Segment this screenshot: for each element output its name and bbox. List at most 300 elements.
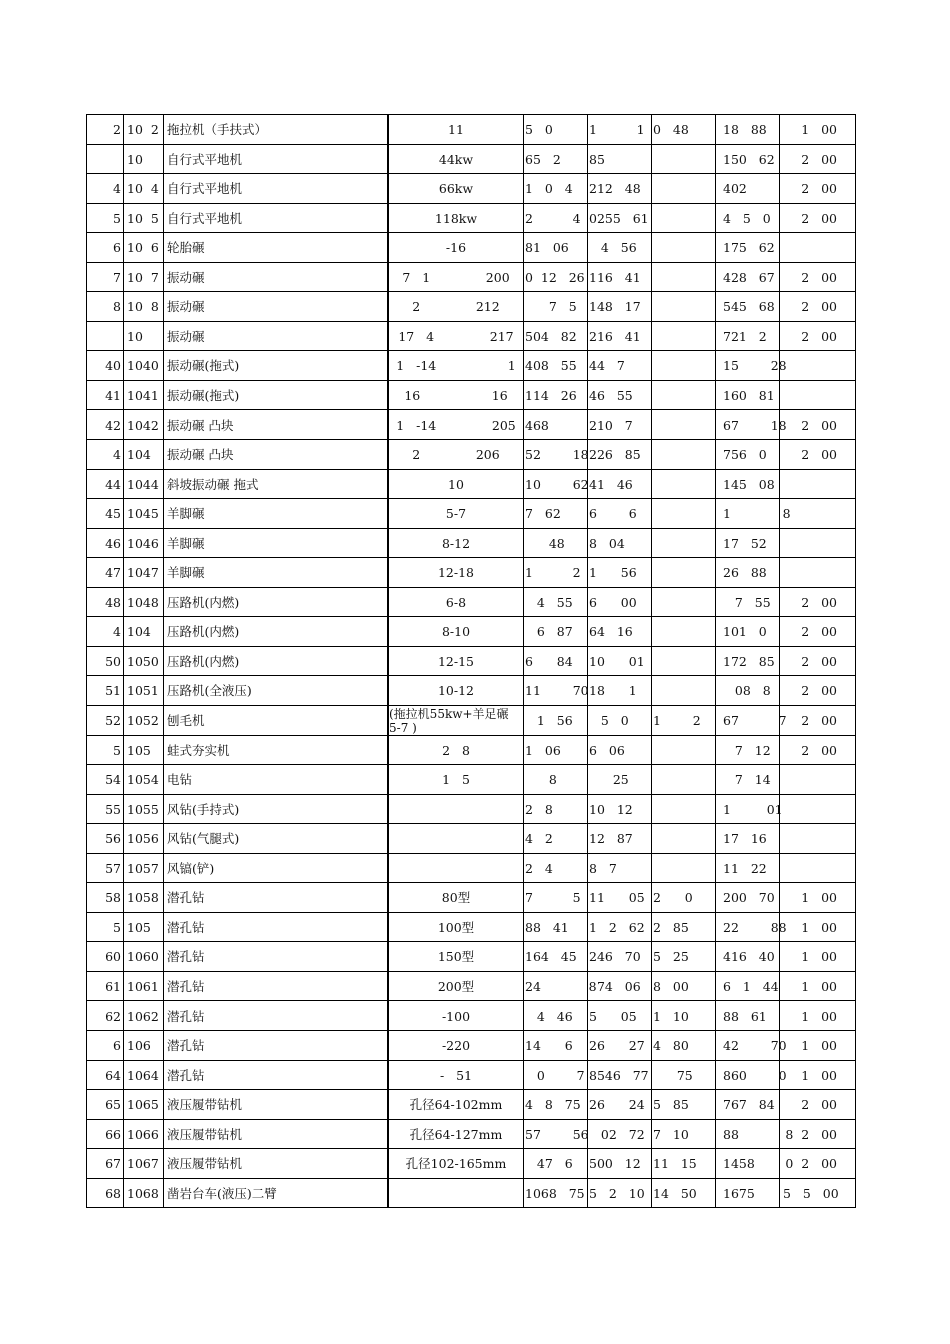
value-5-cell: 1 00 [801,978,837,994]
row-number-cell: 62 [105,1008,121,1024]
table-row [87,1120,855,1150]
value-2-cell: 64 16 [589,624,633,640]
value-3-cell: 14 50 [653,1185,697,1201]
value-4-cell: 402 [723,181,747,197]
value-2-cell: 85 [589,151,605,167]
value-1-cell: 8 [525,772,557,788]
value-1-cell: 504 82 [525,328,577,344]
value-5-cell: 1 00 [801,1008,837,1024]
value-3-cell [653,676,713,705]
value-3-cell [653,322,713,351]
value-2-cell: 212 48 [589,181,641,197]
machine-spec-cell: 5-7 [445,506,467,522]
value-2-cell: 0255 61 [589,210,649,226]
machine-spec-cell: -16 [445,240,467,256]
value-4-cell: 145 08 [723,476,775,492]
value-1-cell: 408 55 [525,358,577,374]
value-2-cell: 25 [589,772,629,788]
machine-name-cell: 潜孔钻 [167,1067,205,1083]
value-2-cell: 1 2 62 [589,919,645,935]
table-row [87,736,855,766]
value-1-cell: 48 [525,535,565,551]
machine-code-cell: 105 [127,919,151,935]
value-4-cell: 17 16 [723,831,767,847]
value-1-cell: 4 8 75 [525,1097,581,1113]
row-number-cell: 8 [113,299,121,315]
table-row [87,381,855,411]
value-2-cell: 4 56 [589,240,637,256]
value-3-cell [653,617,713,646]
value-5-cell: 2 00 [801,417,837,433]
value-1-cell: 0 7 [525,1067,585,1083]
value-3-cell [653,351,713,380]
machine-name-cell: 潜孔钻 [167,1038,205,1054]
table-row [87,233,855,263]
row-number-cell: 52 [105,713,121,728]
value-1-cell: 6 84 [525,653,573,669]
table-row [87,351,855,381]
value-3-cell [653,411,713,440]
table-row [87,440,855,470]
value-3-cell: 75 [653,1067,693,1083]
table-row [87,765,855,795]
table-row [87,647,855,677]
value-5-cell: 2 00 [801,151,837,167]
value-1-cell: 10 62 [525,476,589,492]
machine-spec-cell: 80型 [441,890,471,906]
value-3-cell: 2 85 [653,919,689,935]
value-4-cell: 15 28 [723,358,787,374]
machine-spec-cell: 1 -14 205 [396,417,516,433]
machine-spec-cell: 2 206 [412,447,500,463]
machine-spec-cell: - 51 [439,1067,473,1083]
value-4-cell: 1458 [723,1156,755,1172]
value-2-cell: 1 56 [589,565,637,581]
value-4-cell: 101 0 [723,624,767,640]
machine-name-cell: 振动碾 [167,269,205,285]
machine-code-cell: 1048 [127,594,159,610]
row-number-cell: 4 [113,181,121,197]
value-5-cell [783,499,855,528]
machine-code-cell: 1046 [127,535,159,551]
value-1-cell: 2 8 [525,801,553,817]
machine-name-cell: 风钻(手持式) [167,801,240,817]
table-row [87,470,855,500]
machine-name-cell: 电钻 [167,772,193,788]
machine-name-cell: 压路机(内燃) [167,653,240,669]
row-number-cell: 61 [105,978,121,994]
value-1-cell: 11 70 [525,683,589,699]
machine-code-cell: 1044 [127,476,159,492]
machine-code-cell: 10 5 [127,210,159,226]
value-4-cell: 200 70 [723,890,775,906]
row-number-cell: 68 [105,1185,121,1201]
machine-code-cell: 1066 [127,1126,159,1142]
machine-code-cell: 10 8 [127,299,159,315]
value-3-cell [653,381,713,410]
value-3-cell [653,795,713,824]
value-1-cell: 468 [525,417,549,433]
value-5-cell [783,233,855,262]
value-3-cell [653,145,713,174]
table-row [87,854,855,884]
value-3-cell: 8 00 [653,978,689,994]
value-4-cell: 160 81 [723,387,775,403]
value-2-cell: 26 27 [589,1038,645,1054]
row-number-cell: 46 [105,535,121,551]
value-3-cell [653,233,713,262]
table-row [87,617,855,647]
machine-name-cell: 刨毛机 [167,713,205,728]
table-row [87,676,855,706]
value-4-cell: 42 70 [723,1038,787,1054]
machine-spec-cell: 66kw [438,181,474,197]
table-row [87,883,855,913]
machine-spec-cell: 12-15 [437,653,475,669]
value-5-cell: 2 00 [801,683,837,699]
value-1-cell: 14 6 [525,1038,573,1054]
value-5-cell: 2 00 [801,713,837,728]
value-1-cell: 24 8 [525,978,597,994]
row-number-cell: 55 [105,801,121,817]
value-2-cell: 6 00 [589,594,637,610]
value-5-cell: 1 00 [801,919,837,935]
row-number-cell: 6 [113,1038,121,1054]
table-row [87,499,855,529]
value-3-cell: 1 10 [653,1008,689,1024]
value-1-cell: 164 45 [525,949,577,965]
value-5-cell [783,381,855,410]
row-number-cell [87,322,121,351]
value-5-cell: 2 00 [801,742,837,758]
value-3-cell: 4 80 [653,1038,689,1054]
value-4-cell: 88 [723,1126,739,1142]
row-number-cell: 5 [113,742,121,758]
machine-name-cell: 羊脚碾 [167,535,205,551]
value-2-cell: 10 12 [589,801,633,817]
value-3-cell [653,470,713,499]
value-3-cell: 0 48 [653,122,689,137]
machine-spec-cell: 150型 [437,949,475,965]
row-number-cell: 66 [105,1126,121,1142]
table-row [87,411,855,441]
value-3-cell: 1 2 [653,713,701,728]
machine-spec-cell: 11 [448,122,464,137]
value-5-cell [783,824,855,853]
value-2-cell: 116 41 [589,269,641,285]
value-1-cell: 2 4 [525,210,581,226]
table-row [87,115,855,145]
table-row [87,322,855,352]
machine-code-cell: 1041 [127,387,159,403]
machine-code-cell: 1057 [127,860,159,876]
row-number-cell: 41 [105,387,121,403]
table-row [87,1061,855,1091]
row-number-cell: 7 [113,269,121,285]
value-3-cell [653,558,713,587]
machine-name-cell: 斜坡振动碾 拖式 [167,476,259,492]
value-5-cell [783,854,855,883]
machine-code-cell: 1061 [127,978,159,994]
row-number-cell: 58 [105,890,121,906]
machine-code-cell: 10 7 [127,269,159,285]
value-4-cell: 4 5 0 [723,210,771,226]
value-3-cell [653,174,713,203]
value-1-cell: 65 2 [525,151,561,167]
row-number-cell: 6 [113,240,121,256]
machine-spec-cell [389,854,523,883]
value-1-cell: 6 87 [525,624,573,640]
value-1-cell: 88 41 [525,919,569,935]
table-row [87,1149,855,1179]
machine-code-cell: 10 2 [127,122,159,137]
value-5-cell: 8 2 00 [785,1126,837,1142]
row-number-cell: 44 [105,476,121,492]
machine-code-cell: 1040 [127,358,159,374]
machine-name-cell: 自行式平地机 [167,181,243,197]
value-4-cell: 08 8 [723,683,771,699]
value-4-cell: 67 18 [723,417,787,433]
machine-code-cell: 1062 [127,1008,159,1024]
machine-name-cell: 羊脚碾 [167,506,205,522]
machine-spec-cell: 8-12 [441,535,471,551]
machine-code-cell: 10 6 [127,240,159,256]
value-3-cell [653,736,713,765]
machine-code-cell: 1060 [127,949,159,965]
value-5-cell: 1 00 [801,1067,837,1083]
machine-name-cell: 液压履带钻机 [167,1126,243,1142]
value-4-cell: 7 14 [723,772,771,788]
machine-spec-cell: 100型 [437,919,475,935]
value-2-cell: 12 87 [589,831,633,847]
row-number-cell [87,145,121,174]
row-number-cell: 54 [105,772,121,788]
machine-spec-cell: -100 [441,1008,471,1024]
row-number-cell: 57 [105,860,121,876]
row-number-cell: 56 [105,831,121,847]
machine-code-cell: 1045 [127,506,159,522]
value-3-cell [653,824,713,853]
value-3-cell: 5 85 [653,1097,689,1113]
value-3-cell [653,499,713,528]
value-5-cell: 2 00 [801,653,837,669]
value-4-cell: 17 52 [723,535,767,551]
value-5-cell: 1 00 [801,949,837,965]
machine-spec-cell: 孔径102-165mm [405,1156,507,1172]
value-3-cell: 7 10 [653,1126,689,1142]
value-3-cell [653,292,713,321]
machine-name-cell: 潜孔钻 [167,1008,205,1024]
value-5-cell: 2 00 [801,181,837,197]
machine-code-cell: 1064 [127,1067,159,1083]
table-row [87,1090,855,1120]
row-number-cell: 67 [105,1156,121,1172]
table-row [87,263,855,293]
row-number-cell: 42 [105,417,121,433]
value-3-cell [653,588,713,617]
machine-name-cell: 潜孔钻 [167,890,205,906]
machine-spec-cell: 1 5 [442,772,470,788]
value-5-cell: 0 2 00 [785,1156,837,1172]
row-number-cell: 64 [105,1067,121,1083]
value-1-cell: 2 4 [525,860,553,876]
machine-name-cell: 风钻(气腿式) [167,831,240,847]
value-1-cell: 1 56 [525,713,573,728]
row-number-cell: 5 [113,210,121,226]
value-2-cell: 1 1 [589,122,645,137]
table-row [87,706,855,736]
machine-code-cell: 1052 [127,713,159,728]
machine-name-cell: 压路机(全液压) [167,683,252,699]
value-1-cell: 5 0 [525,122,553,137]
machine-spec-cell: 10-12 [437,683,475,699]
table-row [87,558,855,588]
value-3-cell [653,529,713,558]
value-2-cell: 246 70 [589,949,641,965]
machine-name-cell: 轮胎碾 [167,240,205,256]
value-3-cell [653,854,713,883]
machine-spec-cell: 118kw [434,210,478,226]
value-1-cell: 114 26 [525,387,577,403]
row-number-cell: 51 [105,683,121,699]
value-1-cell: 7 5 [525,299,577,315]
value-2-cell: 8 7 [589,860,617,876]
machine-code-cell: 1047 [127,565,159,581]
machine-name-cell: 振动碾 凸块 [167,447,234,463]
row-number-cell: 50 [105,653,121,669]
machine-code-cell: 1055 [127,801,159,817]
value-2-cell: 18 1 [589,683,637,699]
value-4-cell: 150 62 [723,151,775,167]
table-row [87,1179,855,1209]
value-2-cell: 46 55 [589,387,633,403]
value-5-cell: 2 00 [801,624,837,640]
value-2-cell: 26 24 [589,1097,645,1113]
value-4-cell: 1675 [723,1185,755,1201]
value-1-cell: 52 18 [525,447,589,463]
value-4-cell: 860 0 [723,1067,787,1083]
value-4-cell: 18 88 [723,122,767,137]
value-4-cell: 428 67 [723,269,775,285]
machine-spec-cell: 1 -14 1 [396,358,516,374]
value-5-cell: 1 00 [801,1038,837,1054]
value-2-cell: 148 17 [589,299,641,315]
machine-name-cell: 羊脚碾 [167,565,205,581]
machine-spec-cell: 孔径64-127mm [409,1126,503,1142]
value-5-cell: 2 00 [801,299,837,315]
machine-spec-cell: 6-8 [445,594,467,610]
machine-name-cell: 蛙式夯实机 [167,742,230,758]
value-1-cell: 1 2 [525,565,581,581]
value-2-cell: 11 05 [589,890,645,906]
machine-spec-cell [389,1179,523,1208]
row-number-cell: 48 [105,594,121,610]
machine-code-cell: 104 [127,624,151,640]
value-5-cell: 1 00 [801,122,837,137]
value-3-cell [653,263,713,292]
value-3-cell [653,440,713,469]
machine-name-cell: 自行式平地机 [167,210,243,226]
value-2-cell: 210 7 [589,417,633,433]
value-5-cell: 2 00 [801,269,837,285]
value-1-cell: 4 55 [525,594,573,610]
value-2-cell: 5 2 10 [589,1185,645,1201]
value-1-cell: 57 56 [525,1126,589,1142]
machine-code-cell: 1065 [127,1097,159,1113]
value-4-cell: 7 12 [723,742,771,758]
machine-spec-cell: 2 212 [412,299,500,315]
machine-name-cell: 振动碾 凸块 [167,417,234,433]
value-4-cell: 756 0 [723,447,767,463]
value-3-cell: 2 0 [653,890,693,906]
value-2-cell: 5 0 [589,713,629,728]
value-5-cell [783,529,855,558]
value-5-cell [783,558,855,587]
value-2-cell: 226 85 [589,447,641,463]
value-4-cell: 7 55 [723,594,771,610]
value-1-cell: 1068 75 [525,1185,585,1201]
value-5-cell: 2 00 [801,328,837,344]
table-row [87,292,855,322]
machine-spec-cell: 8-10 [441,624,471,640]
machine-name-cell: 潜孔钻 [167,978,205,994]
row-number-cell: 2 [113,122,121,137]
value-2-cell: 02 72 [589,1126,645,1142]
value-2-cell: 74 06 [589,978,641,994]
machine-code-cell: 1051 [127,683,159,699]
value-2-cell: 8546 77 [589,1067,649,1083]
value-3-cell [653,204,713,233]
table-row [87,795,855,825]
value-5-cell: 2 00 [801,447,837,463]
machine-spec-cell: 17 4 217 [398,328,514,344]
value-4-cell: 1 01 [723,801,783,817]
value-1-cell: 1 0 4 [525,181,573,197]
row-number-cell: 5 [113,919,121,935]
machine-name-cell: 自行式平地机 [167,151,243,167]
value-2-cell: 10 01 [589,653,645,669]
machine-spec-cell: 44kw [438,151,474,167]
value-5-cell: 2 00 [801,210,837,226]
value-2-cell: 6 6 [589,506,637,522]
machine-name-cell: 振动碾 [167,328,205,344]
machine-name-cell: 振动碾 [167,299,205,315]
value-3-cell [653,647,713,676]
machine-code-cell: 1050 [127,653,159,669]
table-row [87,1002,855,1032]
value-4-cell: 416 40 [723,949,775,965]
machine-spec-cell: (拖拉机55kw+羊足碾 5-7 ) [389,707,509,735]
value-4-cell: 767 84 [723,1097,775,1113]
table-row [87,824,855,854]
value-1-cell: 4 2 [525,831,553,847]
value-4-cell: 721 2 [723,328,767,344]
table-row [87,204,855,234]
machine-name-cell: 潜孔钻 [167,949,205,965]
machine-code-cell: 106 [127,1038,151,1054]
machine-code-cell: 1054 [127,772,159,788]
machine-spec-cell: 孔径64-102mm [409,1097,503,1113]
machine-name-cell: 压路机(内燃) [167,624,240,640]
machine-spec-cell [389,824,523,853]
value-1-cell: 7 5 [525,890,581,906]
value-4-cell: 545 68 [723,299,775,315]
machine-spec-cell: 16 16 [404,387,508,403]
value-1-cell: 81 06 [525,240,569,256]
machine-name-cell: 风镐(铲) [167,860,215,876]
value-4-cell: 88 61 [723,1008,767,1024]
machine-spec-cell: 12-18 [437,565,475,581]
